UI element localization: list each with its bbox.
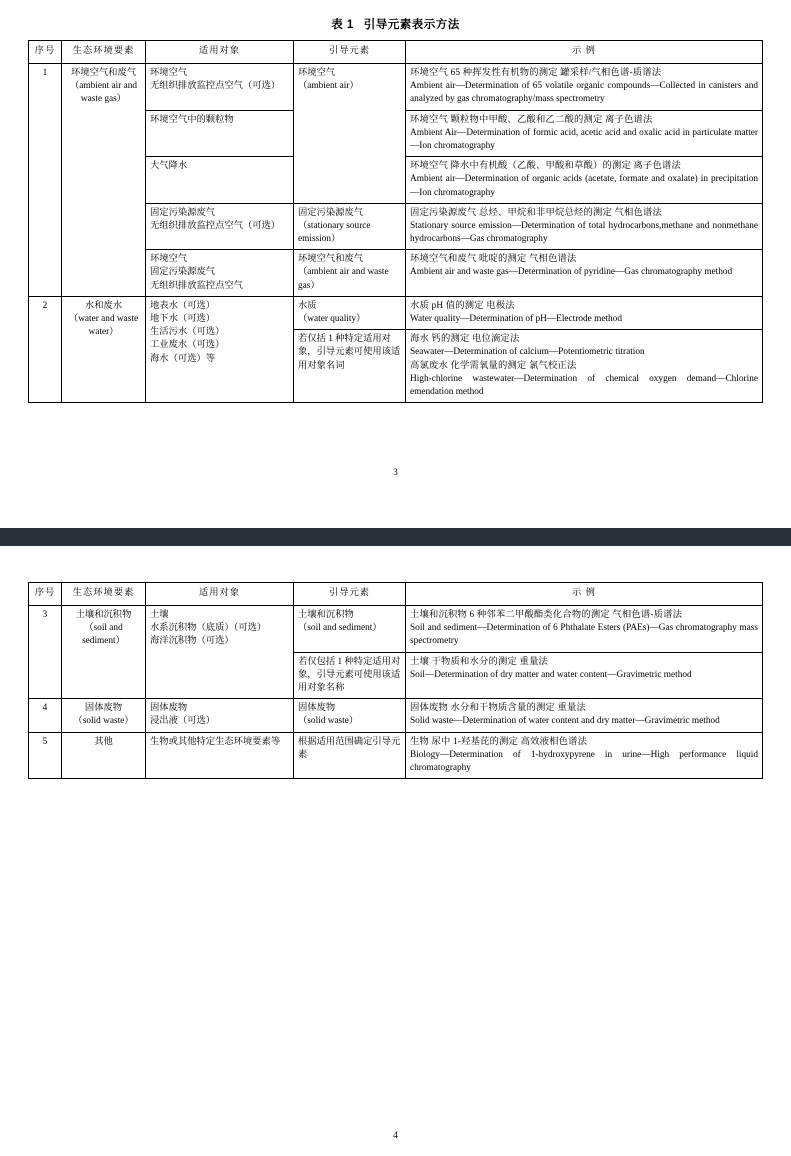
cell-lead (294, 203, 406, 250)
cell-lead (294, 330, 406, 403)
cell-index: 5 (29, 732, 62, 779)
example-line-cn: 土壤 干物质和水分的测定 重量法 (410, 656, 549, 667)
cell-factor (62, 732, 146, 779)
example-line-cn: 海水 钙的测定 电位滴定法 (410, 334, 520, 345)
object-line: 工业废水（可选） (150, 340, 225, 351)
object-line: 土壤 (150, 610, 169, 620)
page-number: 4 (393, 1131, 398, 1141)
example-line-en: Ambient air—Determination of organic acids (acetate, formate and oxalate) in precipitation—Ion chromatography (410, 174, 758, 198)
example-line-en: Stationary source emission—Determination of total hydrocarbons,methane and nonmethane hydrocarbons—Gas chromatography (410, 220, 758, 245)
cell-index: 3 (29, 606, 62, 699)
example-line-cn: 环境空气 颗粒物中甲酸、乙酸和乙二酸的测定 离子色谱法 (410, 114, 653, 125)
table-caption: 引导元素表示方法 (363, 19, 460, 31)
cell-factor (62, 296, 146, 402)
cell-object (146, 250, 294, 297)
cell-lead (294, 699, 406, 732)
factor-line: 固体废物 (84, 703, 123, 714)
cell-lead (294, 606, 406, 653)
example-line-cn: 环境空气 降水中有机酸（乙酸、甲酸和草酸）的测定 离子色谱法 (410, 161, 681, 172)
col-header-object: 适用对象 (146, 41, 294, 64)
cell-object (146, 699, 294, 732)
cell-example (406, 250, 763, 297)
example-line-en: Biology—Determination of 1-hydroxypyrene in urine—High performance liquid chromatography (410, 749, 758, 773)
lead-line: 固体废物 (298, 703, 336, 714)
lead-line: 环境空气和废气 (298, 254, 364, 265)
cell-lead (294, 250, 406, 297)
example-line-en: Solid waste—Determination of water content and dry matter—Gravimetric method (410, 716, 720, 727)
lead-line: 环境空气 (298, 68, 336, 78)
object-line: 固体废物 (150, 703, 188, 714)
object-line: 固定污染源废气 (150, 267, 216, 278)
factor-line: 水和废水 (84, 300, 123, 311)
factor-line: 其他 (94, 736, 113, 747)
example-line-en: Ambient air—Determination of 65 volatile organic compounds—Collected in canisters and analyzed by gas chromatography/mass spectrometry (410, 81, 758, 105)
lead-line: （ambient air） (298, 81, 359, 92)
table-row (29, 64, 763, 111)
cell-factor (62, 64, 146, 297)
cell-example (406, 330, 763, 403)
table-row (29, 296, 763, 329)
example-line-cn: 生物 尿中 1-羟基芘的测定 高效液相色谱法 (410, 736, 588, 747)
cell-object (146, 157, 294, 204)
object-line: 固定污染源废气 (150, 207, 216, 218)
lead-line: （soil and sediment） (298, 623, 382, 634)
example-line-en: Soil—Determination of dry matter and water content—Gravimetric method (410, 669, 692, 680)
cell-object (146, 296, 294, 402)
lead-line: （ambient air and waste gas） (298, 267, 389, 291)
example-line-en: Ambient air and waste gas—Determination of pyridine—Gas chromatography method (410, 267, 733, 278)
cell-example (406, 606, 763, 653)
lead-line: （water quality） (298, 314, 366, 324)
object-line: 地表水（可选） (150, 300, 216, 311)
cell-object (146, 64, 294, 111)
cell-index: 1 (29, 64, 62, 297)
cell-example (406, 296, 763, 329)
col-header-factor: 生态环境要素 (62, 41, 146, 64)
example-line-cn: 环境空气和废气 吡啶的测定 气相色谱法 (410, 254, 577, 265)
example-line-cn: 环境空气 65 种挥发性有机物的测定 罐采样/气相色谱-质谱法 (410, 68, 662, 78)
cell-example (406, 699, 763, 732)
page-separator (0, 528, 791, 546)
table-row (29, 699, 763, 732)
cell-lead (294, 732, 406, 779)
object-line: 水系沉积物（底质）（可选） (150, 623, 267, 634)
factor-line: waste gas） (80, 94, 127, 105)
lead-line: emission） (298, 234, 341, 245)
cell-index: 2 (29, 296, 62, 402)
cell-factor (62, 699, 146, 732)
col-header-lead: 引导元素 (294, 41, 406, 64)
factor-line: 环境空气和废气 (70, 68, 137, 78)
lead-line: 若仅括 1 种特定适用对象，引导元素可使用该适用对象名词 (298, 334, 401, 371)
example-line-en: Seawater—Determination of calcium—Potentiometric titration (410, 347, 645, 358)
cell-lead (294, 64, 406, 204)
cell-lead (294, 296, 406, 329)
col-header-factor: 生态环境要素 (62, 583, 146, 606)
example-line-en: Water quality—Determination of pH—Electrode method (410, 314, 622, 324)
lead-line: 土壤和沉积物 (298, 610, 354, 620)
col-header-index: 序号 (29, 41, 62, 64)
lead-line: 固定污染源废气 (298, 207, 364, 218)
object-line: 海洋沉积物（可选） (150, 636, 234, 647)
factor-line: 土壤和沉积物 (75, 610, 132, 620)
cell-example (406, 732, 763, 779)
example-line-en: Soil and sediment—Determination of 6 Phthalate Esters (PAEs)—Gas chromatography mass spectrometry (410, 623, 758, 647)
cell-object (146, 606, 294, 699)
col-header-example: 示 例 (406, 41, 763, 64)
cell-object (146, 732, 294, 779)
object-line: 大气降水 (150, 161, 188, 172)
table-header-row (29, 583, 763, 606)
cell-object (146, 110, 294, 157)
object-line: 环境空气 (150, 68, 188, 78)
cell-example (406, 110, 763, 157)
cell-example (406, 64, 763, 111)
cell-example (406, 203, 763, 250)
example-line-cn: 固体废物 水分和干物质含量的测定 重量法 (410, 703, 586, 714)
cell-factor (62, 606, 146, 699)
example-line-en: High-chlorine wastewater—Determination of chemical oxygen demand—Chlorine emendation method (410, 373, 758, 397)
example-line-cn: 高氯废水 化学需氧量的测定 氯气校正法 (410, 360, 577, 371)
object-line: 生物或其他特定生态环境要素等 (150, 736, 281, 747)
lead-line: （stationary source (298, 220, 371, 231)
object-line: 环境空气中的颗粒物 (150, 114, 234, 125)
object-line: 浸出液（可选） (150, 716, 216, 727)
cell-lead (294, 652, 406, 699)
lead-element-table-part1 (28, 40, 763, 403)
cell-object (146, 203, 294, 250)
table-row (29, 606, 763, 653)
factor-line: （solid waste） (73, 716, 134, 727)
factor-line: water） (88, 327, 119, 338)
col-header-example: 示 例 (406, 583, 763, 606)
lead-line: 根据适用范围确定引导元素 (298, 736, 401, 760)
table-number: 表 1 (331, 19, 354, 31)
factor-line: （water and waste (68, 314, 139, 324)
lead-line: 水质 (298, 300, 317, 311)
object-line: 生活污水（可选） (150, 327, 225, 338)
example-line-cn: 固定污染源废气 总烃、甲烷和非甲烷总烃的测定 气相色谱法 (410, 207, 662, 218)
factor-line: （soil and (84, 623, 123, 634)
table-header-row (29, 41, 763, 64)
object-line: 海水（可选）等 (150, 353, 216, 364)
cell-index: 4 (29, 699, 62, 732)
col-header-lead: 引导元素 (294, 583, 406, 606)
cell-example (406, 652, 763, 699)
table-title (0, 16, 791, 32)
object-line: 环境空气 (150, 254, 188, 265)
object-line: 地下水（可选） (150, 314, 216, 324)
factor-line: sediment） (82, 636, 125, 647)
lead-element-table-part2 (28, 582, 763, 779)
example-line-cn: 水质 pH 值的测定 电极法 (410, 300, 515, 311)
table-row (29, 732, 763, 779)
document-page-1 (0, 0, 791, 528)
example-line-en: Ambient Air—Determination of formic acid, acetic acid and oxalic acid in particulate matter—Ion chromatography (410, 127, 758, 151)
object-line: 无组织排放监控点空气（可选） (150, 220, 281, 231)
lead-line: 若仅包括 1 种特定适用对象，引导元素可使用该适用对象名称 (298, 656, 401, 693)
factor-line: （ambient air and (69, 81, 138, 92)
col-header-object: 适用对象 (146, 583, 294, 606)
object-line: 无组织排放监控点空气（可选） (150, 81, 281, 92)
document-page-2 (0, 546, 791, 1156)
col-header-index: 序号 (29, 583, 62, 606)
object-line: 无组织排放监控点空气 (150, 280, 243, 291)
lead-line: （solid waste） (298, 716, 359, 727)
example-line-cn: 土壤和沉积物 6 种邻苯二甲酸酯类化合物的测定 气相色谱-质谱法 (410, 610, 683, 620)
cell-example (406, 157, 763, 204)
page-number: 3 (393, 468, 398, 478)
